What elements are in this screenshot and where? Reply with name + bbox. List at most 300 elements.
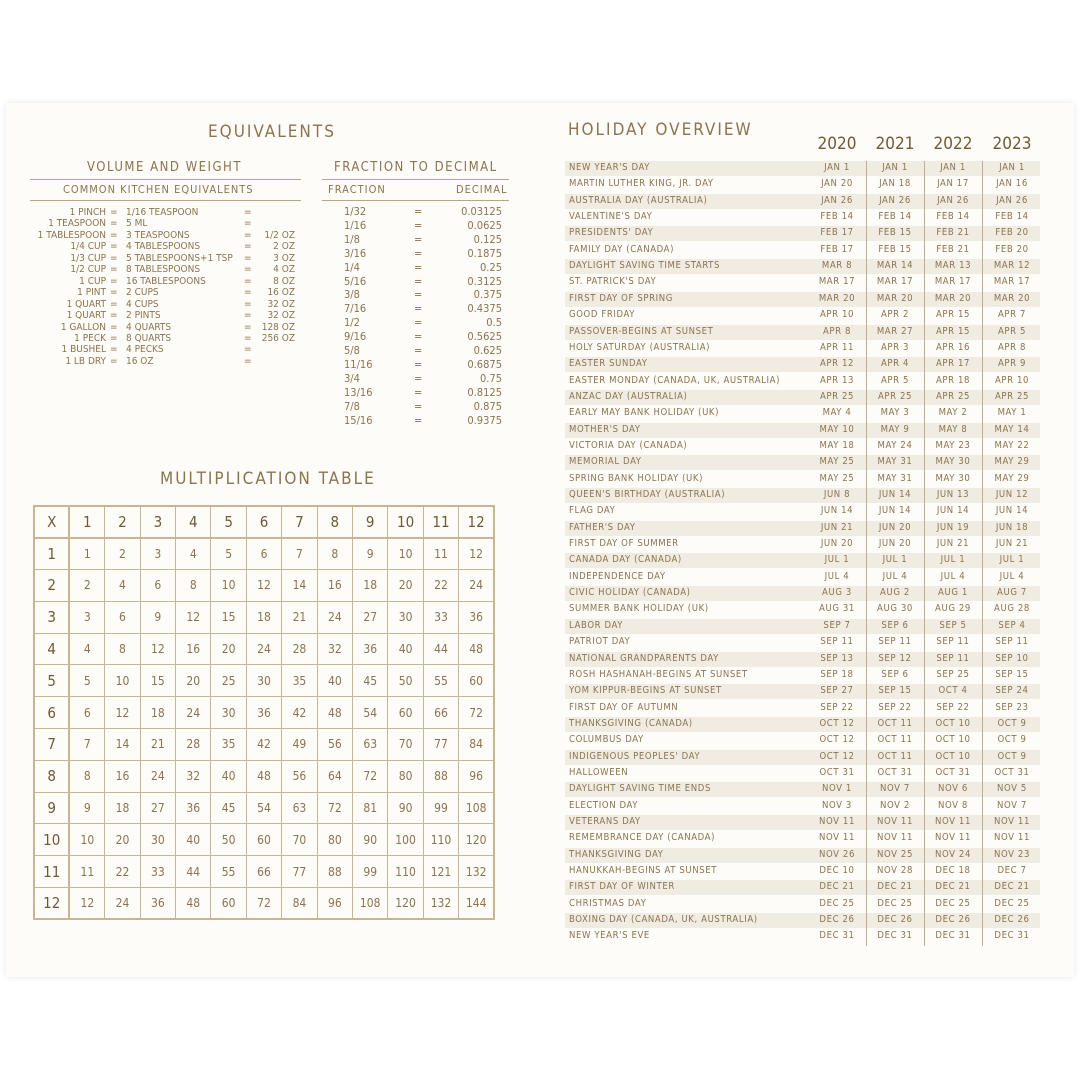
decimal-value: 0.4375 <box>467 302 502 316</box>
product-cell: 16 <box>105 760 140 792</box>
table-row <box>34 665 494 697</box>
holiday-overview-title: HOLIDAY OVERVIEW <box>568 120 753 140</box>
holiday-date: MAY 8 <box>938 423 968 435</box>
holiday-date: SEP 6 <box>881 668 909 680</box>
holiday-date: JUN 14 <box>878 489 912 500</box>
holiday-date: AUG 1 <box>938 587 968 599</box>
holiday-date: DEC 26 <box>994 914 1030 926</box>
holiday-date: MAR 20 <box>818 292 856 304</box>
holiday-date: MAY 1 <box>997 407 1027 419</box>
holiday-date: NOV 11 <box>877 832 913 844</box>
equals-sign: = <box>110 298 118 310</box>
holiday-name: AUSTRALIA DAY (AUSTRALIA) <box>569 194 708 206</box>
column-header-cell: 2 <box>105 506 140 538</box>
product-cell: 25 <box>211 665 246 697</box>
product-cell: 14 <box>105 729 140 761</box>
year-header-2022: 2022 <box>933 134 973 154</box>
row-header-cell: 2 <box>34 570 69 602</box>
holiday-name: VALENTINE'S DAY <box>569 211 653 223</box>
product-cell: 64 <box>317 760 352 792</box>
holiday-name: EASTER MONDAY (CANADA, UK, AUSTRALIA) <box>569 374 781 386</box>
fraction-value: 1/2 <box>344 316 360 330</box>
product-cell: 5 <box>211 538 246 570</box>
holiday-name: ELECTION DAY <box>569 799 639 811</box>
product-cell: 40 <box>317 665 352 697</box>
table-row <box>34 856 494 888</box>
equals-sign: = <box>414 205 423 218</box>
holiday-row <box>565 243 1040 258</box>
fraction-value: 15/16 <box>344 413 373 427</box>
product-cell: 121 <box>423 856 458 888</box>
holiday-name: EARLY MAY BANK HOLIDAY (UK) <box>569 407 720 419</box>
holiday-row <box>565 341 1040 356</box>
holiday-date: JAN 20 <box>821 178 853 190</box>
decimal-value: 0.5625 <box>467 330 502 344</box>
holiday-date: DEC 25 <box>877 897 913 909</box>
holiday-date: JUN 14 <box>936 505 970 517</box>
product-cell: 7 <box>282 538 317 570</box>
equals-sign: = <box>414 385 423 399</box>
product-cell: 96 <box>317 888 352 920</box>
holiday-date: APR 15 <box>935 325 971 337</box>
product-cell: 50 <box>388 665 423 697</box>
equivalent-amount: 1 TEASPOON <box>48 218 106 230</box>
holiday-date: DEC 26 <box>819 914 855 926</box>
equals-sign: = <box>414 399 423 413</box>
holiday-date: JAN 1 <box>824 162 850 173</box>
product-cell: 132 <box>459 856 494 888</box>
product-cell: 8 <box>69 760 104 792</box>
holiday-date: AUG 2 <box>880 587 910 599</box>
product-cell: 72 <box>246 888 281 920</box>
decimal-value: 0.3125 <box>467 274 502 288</box>
holiday-name: THANKSGIVING DAY <box>569 848 664 860</box>
holiday-date: OCT 11 <box>877 750 913 762</box>
equals-sign: = <box>414 232 423 246</box>
row-header-cell: 5 <box>34 665 69 697</box>
holiday-date: SEP 22 <box>878 701 912 713</box>
product-cell: 32 <box>317 633 352 665</box>
multiplication-table <box>33 505 495 920</box>
decimal-value: 0.9375 <box>467 413 502 427</box>
year-header-2020: 2020 <box>817 134 857 154</box>
product-cell: 10 <box>211 570 246 602</box>
holiday-date: SEP 15 <box>995 668 1029 680</box>
equals-sign: = <box>110 207 118 218</box>
fraction-value: 1/4 <box>344 260 360 274</box>
holiday-name: HALLOWEEN <box>569 766 629 778</box>
holiday-date: JAN 1 <box>882 162 908 173</box>
equals-sign: = <box>244 241 252 253</box>
equivalent-value: 16 OZ <box>126 355 154 367</box>
holiday-row <box>565 684 1040 699</box>
product-cell: 10 <box>69 824 104 856</box>
equals-sign: = <box>414 413 423 427</box>
equivalent-value: 4 TABLESPOONS <box>126 241 201 253</box>
product-cell: 11 <box>69 856 104 888</box>
holiday-date: OCT 9 <box>997 717 1027 729</box>
holiday-row <box>565 782 1040 797</box>
decimal-value: 0.125 <box>473 232 502 246</box>
fraction-value: 13/16 <box>344 385 373 399</box>
equivalent-amount: 1/2 CUP <box>70 264 106 276</box>
holiday-row <box>565 717 1040 732</box>
product-cell: 63 <box>353 729 388 761</box>
fraction-value: 1/32 <box>344 205 367 218</box>
column-header-cell: 7 <box>282 506 317 538</box>
holiday-date: FEB 15 <box>878 227 912 239</box>
holiday-name: CANADA DAY (CANADA) <box>569 554 682 566</box>
year-header-2023: 2023 <box>992 134 1032 154</box>
holiday-date: MAY 24 <box>877 439 913 451</box>
holiday-date: MAY 31 <box>877 472 913 484</box>
holiday-date: APR 13 <box>819 374 855 386</box>
holiday-date: MAR 20 <box>876 292 914 304</box>
row-header-cell: 9 <box>34 792 69 824</box>
equivalent-value: 16 TABLESPOONS <box>126 275 206 287</box>
holiday-date: NOV 7 <box>997 799 1027 811</box>
holiday-date: OCT 12 <box>819 734 855 746</box>
holiday-date: JAN 18 <box>879 178 911 190</box>
holiday-date: DEC 21 <box>819 881 855 893</box>
product-cell: 6 <box>69 697 104 729</box>
product-cell: 8 <box>317 538 352 570</box>
holiday-date: APR 9 <box>997 358 1027 370</box>
holiday-date: SEP 11 <box>936 636 970 648</box>
table-row <box>34 729 494 761</box>
holiday-date: FEB 14 <box>995 211 1029 223</box>
holiday-date: APR 16 <box>935 341 971 353</box>
holiday-date: AUG 30 <box>877 603 913 615</box>
holiday-name: CIVIC HOLIDAY (CANADA) <box>569 587 691 599</box>
equivalent-ounces: 32 OZ <box>267 298 295 310</box>
divider <box>322 179 509 180</box>
holiday-row <box>565 733 1040 748</box>
table-row <box>34 697 494 729</box>
product-cell: 56 <box>282 760 317 792</box>
volume-weight-title: VOLUME AND WEIGHT <box>87 160 242 175</box>
holiday-date: OCT 10 <box>935 717 971 729</box>
product-cell: 1 <box>69 538 104 570</box>
product-cell: 12 <box>69 888 104 920</box>
equals-sign: = <box>414 274 423 288</box>
equals-sign: = <box>414 288 423 302</box>
holiday-date: SEP 11 <box>820 636 854 648</box>
holiday-row <box>565 210 1040 225</box>
product-cell: 15 <box>140 665 175 697</box>
equivalent-amount: 1 BUSHEL <box>61 344 106 356</box>
equivalent-value: 4 PECKS <box>126 344 164 356</box>
holiday-name: LABOR DAY <box>569 619 624 631</box>
holiday-date: JAN 26 <box>937 194 969 206</box>
product-cell: 77 <box>423 729 458 761</box>
product-cell: 5 <box>69 665 104 697</box>
product-cell: 18 <box>140 697 175 729</box>
holiday-row <box>565 406 1040 421</box>
holiday-name: ANZAC DAY (AUSTRALIA) <box>569 390 688 402</box>
holiday-name: PATRIOT DAY <box>569 636 631 648</box>
holiday-date: AUG 29 <box>935 603 971 615</box>
holiday-row <box>565 750 1040 765</box>
holiday-row <box>565 831 1040 846</box>
holiday-date: MAR 13 <box>934 260 972 272</box>
fraction-value: 7/8 <box>344 399 360 413</box>
holiday-row <box>565 799 1040 814</box>
divider <box>30 179 301 180</box>
holiday-date: JUL 1 <box>824 554 850 566</box>
equivalent-ounces: 8 OZ <box>273 275 295 287</box>
product-cell: 3 <box>69 601 104 633</box>
holiday-name: FIRST DAY OF WINTER <box>569 881 675 893</box>
product-cell: 70 <box>388 729 423 761</box>
holiday-row <box>565 864 1040 879</box>
holiday-date: JUL 1 <box>882 554 908 566</box>
holiday-name: SUMMER BANK HOLIDAY (UK) <box>569 603 709 615</box>
equivalent-amount: 1 PECK <box>74 332 106 344</box>
holiday-date: OCT 9 <box>997 734 1027 746</box>
column-header-cell: 12 <box>459 506 494 538</box>
product-cell: 49 <box>282 729 317 761</box>
holiday-date: JUN 20 <box>820 538 854 550</box>
product-cell: 99 <box>353 856 388 888</box>
equals-sign: = <box>110 218 118 230</box>
equivalent-amount: 1 CUP <box>79 275 106 287</box>
holiday-date: SEP 25 <box>936 668 970 680</box>
product-cell: 80 <box>388 760 423 792</box>
product-cell: 30 <box>140 824 175 856</box>
holiday-date: JUN 20 <box>878 521 912 533</box>
holiday-date: MAY 29 <box>994 456 1030 468</box>
holiday-row <box>565 455 1040 470</box>
divider <box>30 200 301 201</box>
fraction-decimal-title: FRACTION TO DECIMAL <box>334 160 498 175</box>
column-divider <box>924 161 925 946</box>
equivalent-amount: 1/4 CUP <box>70 241 106 253</box>
product-cell: 36 <box>176 792 211 824</box>
holiday-date: OCT 11 <box>877 734 913 746</box>
product-cell: 66 <box>246 856 281 888</box>
equals-sign: = <box>110 241 118 253</box>
holiday-name: VETERANS DAY <box>569 816 641 827</box>
holiday-date: OCT 31 <box>935 766 971 778</box>
common-equivalents-title: COMMON KITCHEN EQUIVALENTS <box>63 183 254 196</box>
multiplication-title: MULTIPLICATION TABLE <box>160 469 376 489</box>
product-cell: 70 <box>282 824 317 856</box>
holiday-row <box>565 586 1040 601</box>
holiday-date: APR 7 <box>997 309 1027 321</box>
column-header-cell: 9 <box>353 506 388 538</box>
holiday-row <box>565 553 1040 568</box>
column-header-cell: 3 <box>140 506 175 538</box>
holiday-date: JUL 4 <box>940 570 966 582</box>
product-cell: 90 <box>353 824 388 856</box>
product-cell: 20 <box>176 665 211 697</box>
product-cell: 18 <box>105 792 140 824</box>
product-cell: 21 <box>140 729 175 761</box>
holiday-name: NEW YEAR'S DAY <box>569 162 650 173</box>
equals-sign: = <box>244 264 252 276</box>
decimal-value: 0.6875 <box>467 357 502 371</box>
table-row <box>34 824 494 856</box>
equals-sign: = <box>244 344 252 356</box>
holiday-name: COLUMBUS DAY <box>569 734 644 746</box>
product-cell: 12 <box>140 633 175 665</box>
decimal-value: 0.25 <box>479 260 502 274</box>
equals-sign: = <box>244 252 252 264</box>
product-cell: 36 <box>246 697 281 729</box>
product-cell: 60 <box>459 665 494 697</box>
product-cell: 16 <box>317 570 352 602</box>
product-cell: 24 <box>317 601 352 633</box>
holiday-row <box>565 439 1040 454</box>
holiday-date: MAR 8 <box>821 260 853 272</box>
holiday-name: GOOD FRIDAY <box>569 309 636 321</box>
holiday-date: DEC 31 <box>935 930 971 942</box>
holiday-row <box>565 194 1040 209</box>
holiday-name: YOM KIPPUR-BEGINS AT SUNSET <box>569 685 722 697</box>
equals-sign: = <box>244 310 252 322</box>
holiday-date: SEP 27 <box>820 685 854 697</box>
equals-sign: = <box>244 229 252 241</box>
equivalent-amount: 1 PINT <box>77 287 106 299</box>
row-header-cell: 12 <box>34 888 69 920</box>
table-row <box>34 570 494 602</box>
table-row <box>34 538 494 570</box>
holiday-date: DEC 31 <box>877 930 913 942</box>
product-cell: 84 <box>459 729 494 761</box>
holiday-date: NOV 24 <box>935 848 971 860</box>
holiday-date: NOV 25 <box>877 848 913 860</box>
holiday-date: JUN 20 <box>878 538 912 550</box>
holiday-name: FATHER'S DAY <box>569 521 636 533</box>
holiday-date: NOV 5 <box>997 783 1027 795</box>
equals-sign: = <box>244 218 252 230</box>
equals-sign: = <box>414 246 423 260</box>
holiday-date: JUL 4 <box>999 570 1025 582</box>
product-cell: 35 <box>211 729 246 761</box>
holiday-row <box>565 488 1040 503</box>
holiday-name: REMEMBRANCE DAY (CANADA) <box>569 832 716 844</box>
equals-sign: = <box>110 332 118 344</box>
product-cell: 56 <box>317 729 352 761</box>
product-cell: 144 <box>459 888 494 920</box>
decimal-value: 0.8125 <box>467 385 502 399</box>
holiday-name: INDEPENDENCE DAY <box>569 570 666 582</box>
holiday-row <box>565 275 1040 290</box>
product-cell: 33 <box>140 856 175 888</box>
holiday-date: JUN 21 <box>820 521 854 533</box>
holiday-name: DAYLIGHT SAVING TIME ENDS <box>569 783 711 795</box>
holiday-date: MAY 4 <box>822 407 852 419</box>
holiday-date: MAR 17 <box>934 276 972 288</box>
holiday-date: FEB 17 <box>820 243 854 255</box>
holiday-row <box>565 177 1040 192</box>
holiday-date: FEB 20 <box>995 227 1029 239</box>
holiday-row <box>565 570 1040 585</box>
holiday-date: JUN 13 <box>936 489 970 500</box>
holiday-date: JUL 4 <box>882 570 908 582</box>
holiday-date: OCT 10 <box>935 750 971 762</box>
holiday-date: NOV 3 <box>822 799 852 811</box>
decimal-value: 0.875 <box>473 399 502 413</box>
holiday-date: APR 4 <box>880 358 910 370</box>
holiday-name: FIRST DAY OF SUMMER <box>569 538 679 550</box>
column-header-cell: 8 <box>317 506 352 538</box>
product-cell: 108 <box>459 792 494 824</box>
product-cell: 6 <box>140 570 175 602</box>
year-header-2021: 2021 <box>875 134 915 154</box>
holiday-date: OCT 12 <box>819 750 855 762</box>
holiday-date: FEB 14 <box>820 211 854 223</box>
holiday-date: MAY 23 <box>935 439 971 451</box>
equals-sign: = <box>110 229 118 241</box>
product-cell: 21 <box>282 601 317 633</box>
decimal-column-label: DECIMAL <box>456 183 508 196</box>
product-cell: 60 <box>211 888 246 920</box>
equals-sign: = <box>110 287 118 299</box>
product-cell: 50 <box>211 824 246 856</box>
row-header-cell: 6 <box>34 697 69 729</box>
product-cell: 120 <box>388 888 423 920</box>
product-cell: 66 <box>423 697 458 729</box>
holiday-date: MAR 17 <box>818 276 856 288</box>
product-cell: 14 <box>282 570 317 602</box>
holiday-date: APR 2 <box>880 309 910 321</box>
holiday-date: APR 8 <box>822 325 852 337</box>
holiday-row <box>565 521 1040 536</box>
product-cell: 4 <box>105 570 140 602</box>
holiday-date: NOV 2 <box>880 799 910 811</box>
holiday-date: MAY 22 <box>994 439 1030 451</box>
holiday-row <box>565 652 1040 667</box>
holiday-date: JUN 19 <box>936 521 970 533</box>
row-header-cell: 8 <box>34 760 69 792</box>
fraction-value: 3/8 <box>344 288 360 302</box>
fraction-value: 7/16 <box>344 302 367 316</box>
equals-sign: = <box>110 344 118 356</box>
holiday-date: APR 15 <box>935 309 971 321</box>
product-cell: 18 <box>353 570 388 602</box>
product-cell: 96 <box>459 760 494 792</box>
equivalent-value: 3 TEASPOONS <box>126 229 190 241</box>
holiday-row <box>565 913 1040 928</box>
equals-sign: = <box>244 355 252 367</box>
equivalent-amount: 1 QUART <box>66 298 106 310</box>
equals-sign: = <box>414 357 423 371</box>
product-cell: 2 <box>69 570 104 602</box>
product-cell: 7 <box>69 729 104 761</box>
product-cell: 6 <box>105 601 140 633</box>
equivalent-ounces: 1/2 OZ <box>264 229 295 241</box>
holiday-date: NOV 6 <box>938 783 968 795</box>
row-header-cell: 3 <box>34 601 69 633</box>
holiday-row <box>565 292 1040 307</box>
holiday-date: FEB 17 <box>820 227 854 239</box>
column-header-cell: 6 <box>246 506 281 538</box>
holiday-date: OCT 4 <box>938 685 968 697</box>
fraction-column-label: FRACTION <box>328 183 386 196</box>
equivalent-amount: 1 GALLON <box>60 321 106 333</box>
product-cell: 28 <box>282 633 317 665</box>
decimal-value: 0.03125 <box>461 205 502 218</box>
equivalent-ounces: 16 OZ <box>267 287 295 299</box>
holiday-name: MEMORIAL DAY <box>569 456 642 468</box>
equivalent-value: 2 PINTS <box>126 310 161 322</box>
product-cell: 108 <box>353 888 388 920</box>
holiday-date: APR 5 <box>880 374 910 386</box>
decimal-value: 0.625 <box>473 344 502 357</box>
equals-sign: = <box>244 275 252 287</box>
